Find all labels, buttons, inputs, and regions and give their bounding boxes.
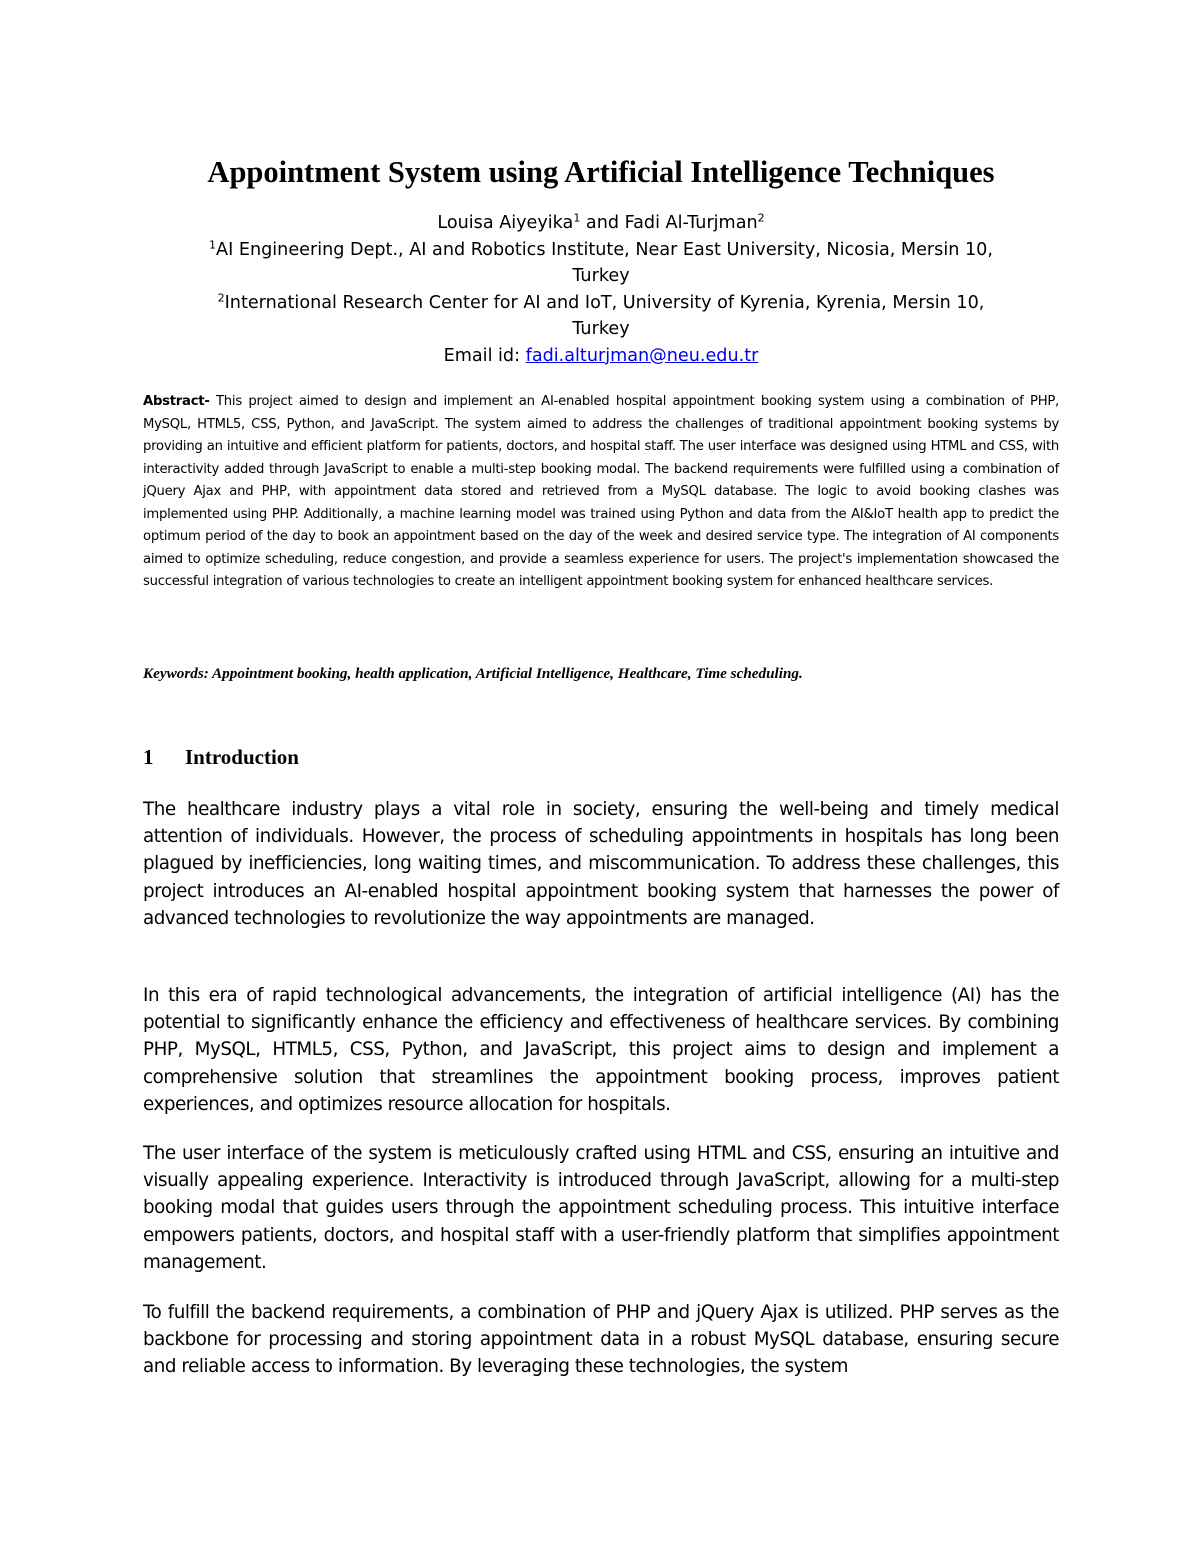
author-superscript: 1 — [573, 211, 581, 225]
affiliation-text: International Research Center for AI and IoT, University of Kyrenia, Kyrenia, Mersin 10, — [224, 292, 985, 313]
affiliation-1 — [143, 237, 1059, 264]
author-conjunction: and — [580, 213, 625, 233]
affiliation-2-country: Turkey — [572, 319, 630, 339]
author-name: Louisa Aiyeyika — [437, 213, 574, 233]
email-link[interactable]: fadi.alturjman@neu.edu.tr — [525, 345, 759, 366]
affiliation-superscript: 1 — [209, 237, 217, 251]
body-paragraph: The healthcare industry plays a vital role in society, ensuring the well-being and timely medical attention of individuals. However, the process of scheduling appointments in hospitals has long been plagued by inefficiencies, long waiting times, and miscommunication. To address these challenges, this project introduces an AI-enabled hospital appointment booking system that harnesses the power of advanced technologies to revolutionize the way appointments are managed. — [143, 799, 1059, 929]
affiliation-text: AI Engineering Dept., AI and Robotics Institute, Near East University, Nicosia, Mersin 10, — [216, 239, 993, 260]
body-paragraph: In this era of rapid technological advancements, the integration of artificial intelligence (AI) has the potential to significantly enhance the efficiency and effectiveness of healthcare services. By combining PHP, MySQL, HTML5, CSS, Python, and JavaScript, this project aims to design and implement a comprehensive solution that streamlines the appointment booking process, improves patient experiences, and optimizes resource allocation for hospitals. — [143, 985, 1059, 1115]
abstract-text: This project aimed to design and implement an AI-enabled hospital appointment booking system using a combination of PHP, MySQL, HTML5, CSS, Python, and JavaScript. The system aimed to address the challenges of traditional appointment booking systems by providing an intuitive and efficient platform for patients, doctors, and hospital staff. The user interface was designed using HTML and CSS, with interactivity added through JavaScript to enable a multi-step booking modal. The backend requirements were fulfilled using a combination of jQuery Ajax and PHP, with appointment data stored and retrieved from a MySQL database. The logic to avoid booking clashes was implemented using PHP. Additionally, a machine learning model was trained using Python and data from the AI&IoT health app to predict the optimum period of the day to book an appointment based on the day of the week and desired service type. The integration of AI components aimed to optimize scheduling, reduce congestion, and provide a seamless experience for users. The project's implementation showcased the successful integration of various technologies to create an intelligent appointment booking system for enhanced healthcare services. — [143, 394, 1059, 589]
author-block — [143, 210, 1059, 369]
body-paragraph: To fulfill the backend requirements, a combination of PHP and jQuery Ajax is utilized. PHP serves as the backbone for processing and storing appointment data in a robust MySQL database, ensuring secure and reliable access to information. By leveraging these technologies, the system — [143, 1302, 1059, 1378]
email-label: Email id: — [443, 345, 526, 366]
abstract — [143, 391, 1059, 594]
affiliation-superscript: 2 — [217, 290, 225, 304]
email-line — [143, 343, 1059, 370]
author-superscript: 2 — [757, 211, 765, 225]
body-paragraph: The user interface of the system is meticulously crafted using HTML and CSS, ensuring an intuitive and visually appealing experience. Interactivity is introduced through JavaScript, allowing for a multi-step booking modal that guides users through the appointment scheduling process. This intuitive interface empowers patients, doctors, and hospital staff with a user-friendly platform that simplifies appointment management. — [143, 1143, 1059, 1273]
author-line — [143, 210, 1059, 237]
author-name: Fadi Al-Turjman — [624, 213, 758, 233]
section-heading — [143, 743, 1059, 771]
affiliation-2 — [143, 290, 1059, 317]
abstract-label: Abstract- — [143, 394, 210, 409]
keywords: Keywords: Appointment booking, health application, Artificial Intelligence, Healthcare, Time scheduling. — [143, 665, 803, 682]
affiliation-1-country: Turkey — [572, 266, 630, 286]
paper-title: Appointment System using Artificial Intelligence Techniques — [207, 155, 995, 189]
section-number: 1 — [143, 745, 154, 769]
section-title: Introduction — [185, 745, 299, 769]
